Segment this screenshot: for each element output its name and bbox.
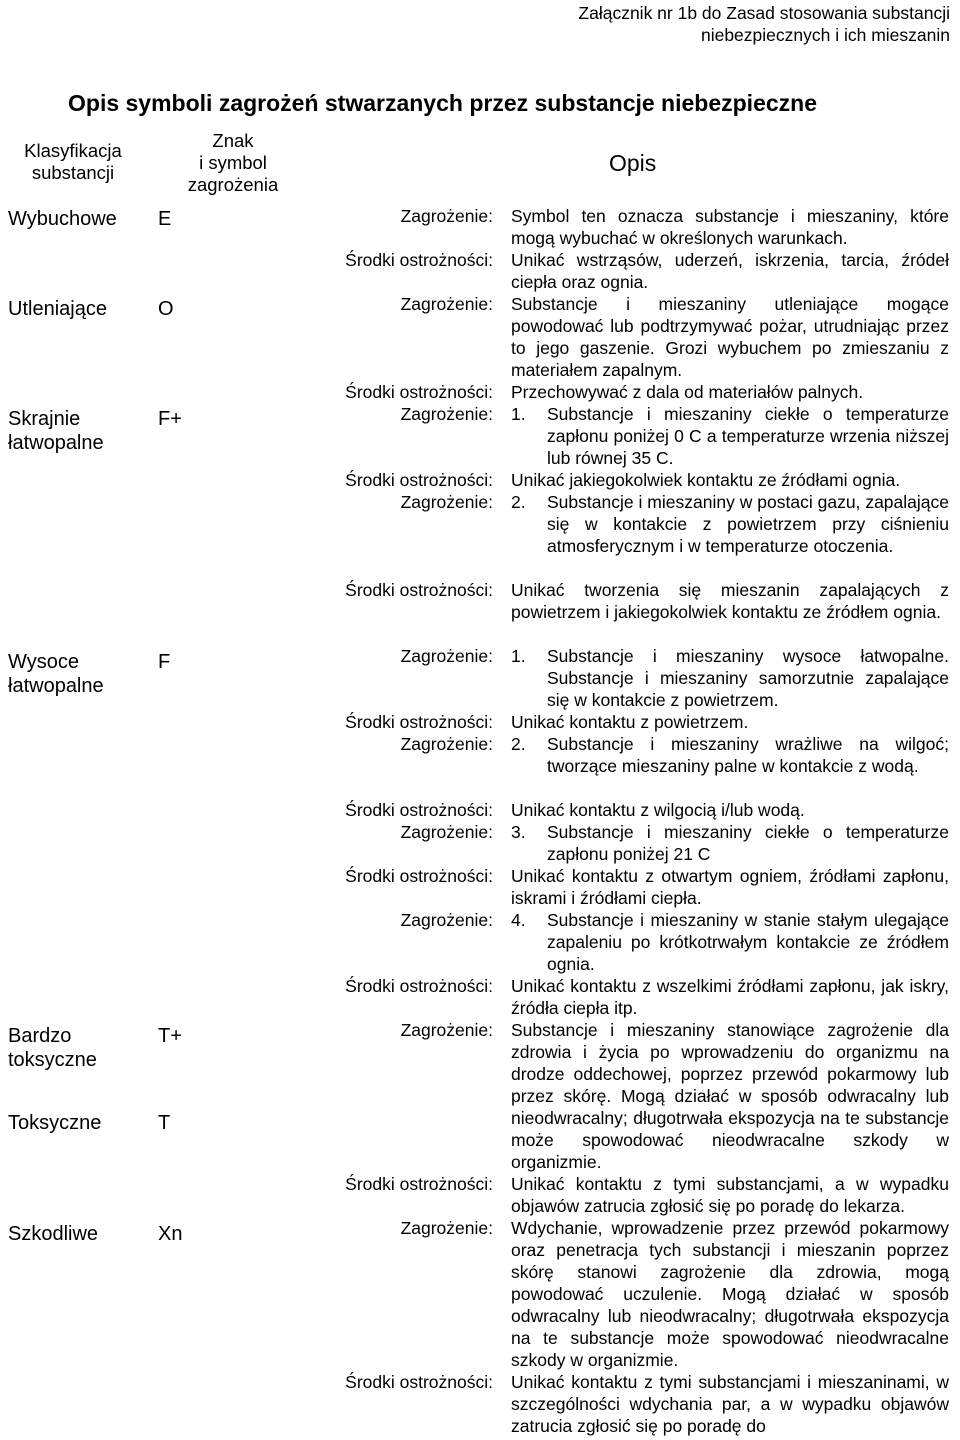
class-highly-flammable-line-2: łatwopalne (8, 675, 104, 697)
symbol-oxidizing: O (158, 298, 174, 320)
header-line-1: Załącznik nr 1b do Zasad stosowania substancji (578, 3, 950, 23)
hazard-label: Zagrożenie: (400, 404, 493, 424)
class-very-toxic (8, 1024, 97, 1072)
precautions-text-highly-flammable-1: Unikać kontaktu z powietrzem. (511, 712, 749, 732)
column-header-symbol-line-1: Znak (212, 130, 254, 151)
hazard-label: Zagrożenie: (400, 1218, 493, 1238)
column-header-symbol (170, 130, 296, 196)
column-header-classification (10, 140, 136, 184)
class-highly-flammable-line-1: Wysoce (8, 651, 79, 673)
class-highly-flammable (8, 650, 104, 698)
class-very-toxic-line-2: toksyczne (8, 1049, 97, 1071)
hazard-label: Zagrożenie: (400, 206, 493, 226)
class-extremely-flammable-line-1: Skrajnie (8, 408, 81, 430)
precautions-text-harmful: Unikać kontaktu z tymi substancjami i mieszaninami, w szczególności wdychania par, a w wypadku objawów zatrucia zgłosić się po poradę do (511, 1372, 949, 1436)
hazard-text-highly-flammable-2: Substancje i mieszaniny wrażliwe na wilgoć; tworzące mieszaniny palne w kontakcie z wodą. (547, 734, 949, 776)
column-header-classification-line-1: Klasyfikacja (24, 140, 122, 161)
precautions-text-toxic: Unikać kontaktu z tymi substancjami, a w wypadku objawów zatrucia zgłosić się po poradę do lekarza. (511, 1174, 949, 1216)
column-header-symbol-line-3: zagrożenia (187, 174, 279, 195)
header-line-2: niebezpiecznych i ich mieszanin (700, 25, 950, 45)
precautions-label: Środki ostrożności: (345, 580, 493, 600)
precautions-label: Środki ostrożności: (345, 250, 493, 270)
document-header (578, 2, 950, 46)
hazard-label: Zagrożenie: (400, 1020, 493, 1040)
column-header-classification-line-2: substancji (31, 162, 115, 183)
page-title: Opis symboli zagrożeń stwarzanych przez substancje niebezpieczne (68, 90, 817, 116)
precautions-text-explosive: Unikać wstrząsów, uderzeń, iskrzenia, tarcia, źródeł ciepła oraz ognia. (511, 250, 949, 292)
precautions-text-highly-flammable-3: Unikać kontaktu z otwartym ogniem, źródłami zapłonu, iskrami i źródłami ciepła. (511, 866, 949, 908)
symbol-extremely-flammable: F+ (158, 408, 182, 430)
hazard-label: Zagrożenie: (400, 646, 493, 666)
precautions-label: Środki ostrożności: (345, 866, 493, 886)
hazard-text-highly-flammable-4: Substancje i mieszaniny w stanie stałym ulegające zapaleniu po krótkotrwałym kontakcie ze źródłem ognia. (547, 910, 949, 974)
hazard-text-highly-flammable-3: Substancje i mieszaniny ciekłe o temperaturze zapłonu poniżej 21 C (547, 822, 949, 864)
hazard-label: Zagrożenie: (400, 734, 493, 754)
hazard-text-extremely-flammable-2: Substancje i mieszaniny w postaci gazu, zapalające się w kontakcie z powietrzem przy ciśnieniu atmosferycznym i w temperaturze otoczenia. (547, 492, 949, 556)
hazard-label: Zagrożenie: (400, 294, 493, 314)
symbol-toxic: T (158, 1112, 171, 1134)
precautions-label: Środki ostrożności: (345, 1372, 493, 1392)
hazard-number: 4. (511, 910, 526, 930)
symbol-very-toxic: T+ (158, 1025, 182, 1047)
precautions-text-highly-flammable-4: Unikać kontaktu z wszelkimi źródłami zapłonu, jak iskry, źródła ciepła itp. (511, 976, 949, 1018)
precautions-label: Środki ostrożności: (345, 976, 493, 996)
hazard-label: Zagrożenie: (400, 822, 493, 842)
class-very-toxic-line-1: Bardzo (8, 1025, 72, 1047)
hazard-label: Zagrożenie: (400, 910, 493, 930)
precautions-text-extremely-flammable-1: Unikać jakiegokolwiek kontaktu ze źródłami ognia. (511, 470, 901, 490)
class-toxic: Toksyczne (8, 1112, 102, 1134)
hazard-text-explosive: Symbol ten oznacza substancje i mieszaniny, które mogą wybuchać w określonych warunkach. (511, 206, 949, 248)
hazard-label: Zagrożenie: (400, 492, 493, 512)
symbol-harmful: Xn (158, 1223, 183, 1245)
precautions-text-oxidizing: Przechowywać z dala od materiałów palnych. (511, 382, 864, 402)
column-header-symbol-line-2: i symbol (199, 152, 267, 173)
hazard-number: 1. (511, 646, 526, 666)
hazard-text-harmful: Wdychanie, wprowadzenie przez przewód pokarmowy oraz penetracja tych substancji i mieszanin poprzez skórę stanowi zagrożenie dla zdrowia, mogą powodować uczulenie. Mogą działać w sposób odwracalny lub nieodwracalny; długotrwała ekspozycja na te substancje może spowodować nieodwracalne szkody w organizmie. (511, 1218, 949, 1370)
hazard-text-oxidizing: Substancje i mieszaniny utleniające mogące powodować lub podtrzymywać pożar, utrudniając przez to jego gaszenie. Grozi wybuchem po zmieszaniu z materiałem zapalnym. (511, 294, 949, 380)
precautions-label: Środki ostrożności: (345, 382, 493, 402)
class-extremely-flammable (8, 407, 104, 455)
hazard-number: 2. (511, 734, 526, 754)
class-extremely-flammable-line-2: łatwopalne (8, 432, 104, 454)
hazard-text-toxic: Substancje i mieszaniny stanowiące zagrożenie dla zdrowia i życia po wprowadzeniu do organizmu na drodze oddechowej, poprzez przewód pokarmowy lub przez skórę. Mogą działać w sposób odwracalny lub nieodwracalny; długotrwała ekspozycja na te substancje może spowodować nieodwracalne szkody w organizmie. (511, 1020, 949, 1172)
symbol-explosive: E (158, 208, 172, 230)
column-header-description: Opis (609, 150, 657, 176)
precautions-label: Środki ostrożności: (345, 712, 493, 732)
precautions-text-extremely-flammable-2: Unikać tworzenia się mieszanin zapalających z powietrzem i jakiegokolwiek kontaktu ze źródłem ognia. (511, 580, 949, 622)
class-oxidizing: Utleniające (8, 298, 107, 320)
precautions-label: Środki ostrożności: (345, 1174, 493, 1194)
hazard-number: 2. (511, 492, 526, 512)
hazard-number: 1. (511, 404, 526, 424)
precautions-text-highly-flammable-2: Unikać kontaktu z wilgocią i/lub wodą. (511, 800, 805, 820)
precautions-label: Środki ostrożności: (345, 800, 493, 820)
precautions-label: Środki ostrożności: (345, 470, 493, 490)
class-harmful: Szkodliwe (8, 1223, 99, 1245)
hazard-number: 3. (511, 822, 526, 842)
class-explosive: Wybuchowe (8, 208, 117, 230)
symbol-highly-flammable: F (158, 651, 171, 673)
hazard-text-highly-flammable-1: Substancje i mieszaniny wysoce łatwopalne. Substancje i mieszaniny samorzutnie zapalające się w kontakcie z powietrzem. (547, 646, 949, 710)
hazard-text-extremely-flammable-1: Substancje i mieszaniny ciekłe o temperaturze zapłonu poniżej 0 C a temperaturze wrzenia niższej lub równej 35 C. (547, 404, 949, 468)
